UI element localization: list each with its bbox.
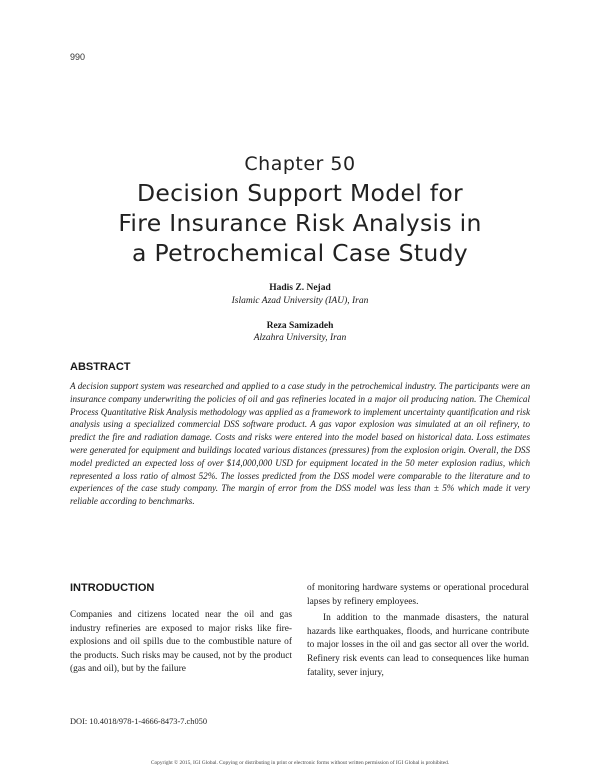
author-1-affiliation: Islamic Azad University (IAU), Iran [231,296,369,306]
page-number: 990 [70,52,86,62]
author-2-affiliation: Alzahra University, Iran [253,333,347,343]
title-line-1: Decision Support Model for [136,179,464,207]
doi: DOI: 10.4018/978-1-4666-8473-7.ch050 [70,717,208,726]
title-line-3: a Petrochemical Case Study [131,239,469,267]
author-2-name: Reza Samizadeh [266,321,334,331]
introduction-left-column [70,609,292,677]
introduction-right-column [307,582,529,680]
author-1-name: Hadis Z. Nejad [269,283,331,293]
introduction-paragraph-1-continued: of monitoring hardware systems or operational procedural lapses by refinery employees. [307,583,529,607]
introduction-heading: INTRODUCTION [70,582,155,594]
copyright-notice: Copyright © 2015, IGI Global. Copying or distributing in print or electronic forms without written permission of IGI Global is prohibited. [150,760,450,766]
abstract-heading: ABSTRACT [70,361,131,373]
chapter-label: Chapter 50 [244,153,356,175]
introduction-paragraph-1: Companies and citizens located near the oil and gas industry refineries are exposed to major risks like fire-explosions and oil spills due to the combustible nature of the products. Such risks may be caused, not by the product (gas and oil), but by the failure [70,610,292,675]
title-line-2: Fire Insurance Risk Analysis in [118,209,482,237]
abstract-text: A decision support system was researched and applied to a case study in the petrochemical industry. The participants were an insurance company underwriting the policies of oil and gas refineries located in a major oil producing nation. The Chemical Process Quantitative Risk Analysis methodology was applied as a framework to implement uncertainty quantification and risk analysis using a specialized commercial DSS software product. A gas vapor explosion was simulated at an oil refinery, to predict the fire and radiation damage. Costs and risks were entered into the model based on historical data. Loss estimates were generated for equipment and buildings located various distances (pressures) from the explosion origin. Overall, the DSS model predicted an expected loss of over $14,000,000 USD for equipment located in the 50 meter explosion radius, which represented a loss ratio of almost 52%. The losses predicted from the DSS model were comparable to the literature and to experiences of the case study company. The margin of error from the DSS model was less than ± 5% which made it very reliable according to benchmarks. [70,381,530,507]
introduction-paragraph-2: In addition to the manmade disasters, the natural hazards like earthquakes, floods, and hurricane contribute to major losses in the oil and gas sector all over the world. Refinery risk events can lead to consequences like human fatality, sever injury, [307,613,529,678]
chapter-title [40,178,560,268]
